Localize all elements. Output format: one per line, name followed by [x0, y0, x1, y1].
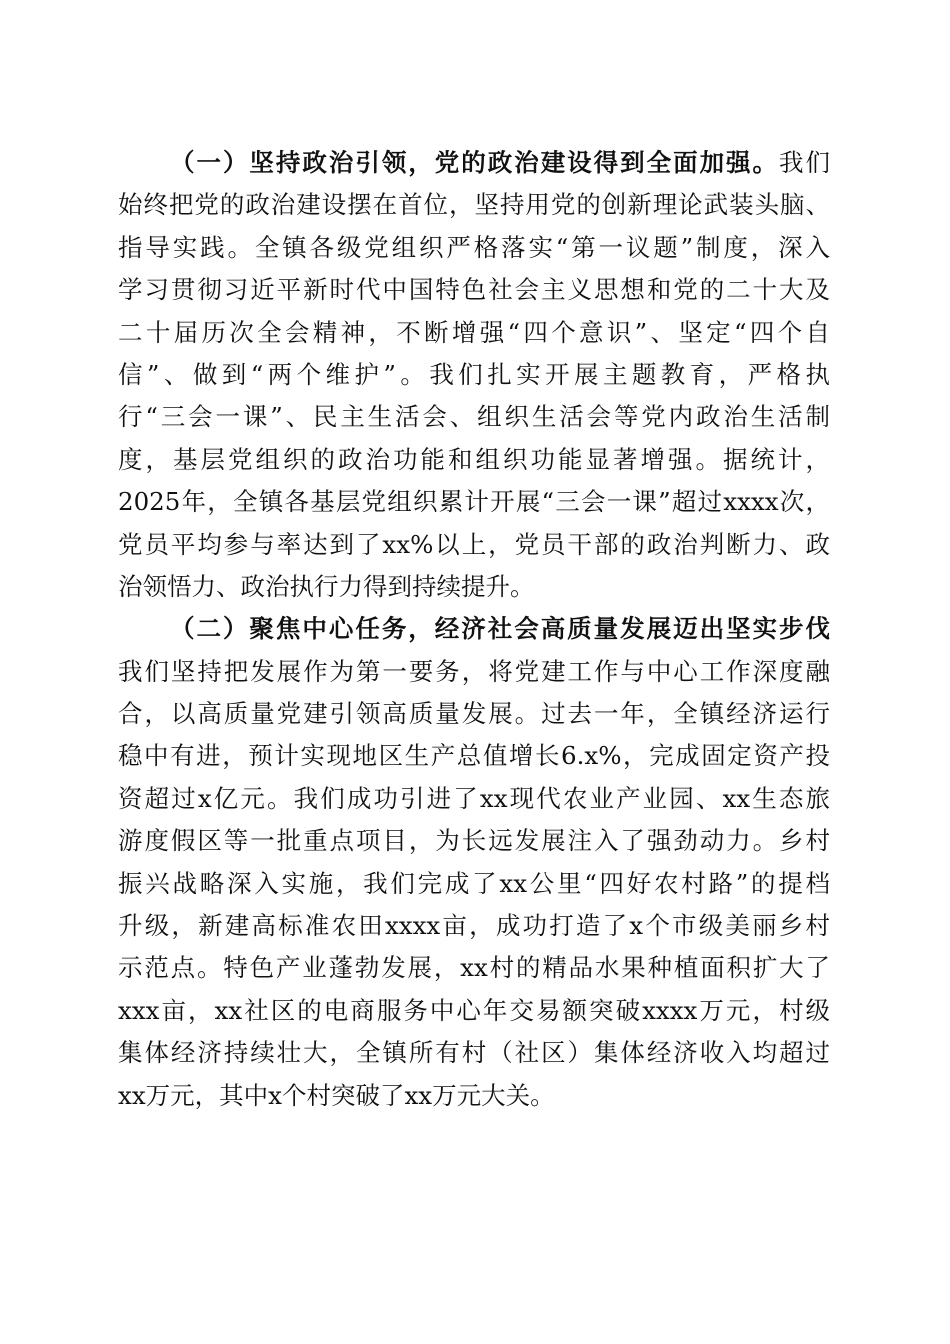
- paragraph-1-line-6: [118, 354, 830, 396]
- paragraph-1-line-8: [118, 439, 830, 481]
- line-text: 行“三会一课”、民主生活会、组织生活会等党内政治生活制: [118, 402, 830, 432]
- line-text: 游度假区等一批重点项目，为长远发展注入了强劲动力。乡村: [118, 826, 830, 856]
- paragraph-2-line-2: [118, 651, 830, 693]
- section-heading-1: （一）坚持政治引领，党的政治建设得到全面加强。: [170, 148, 780, 177]
- paragraph-1-line-11: [118, 566, 830, 608]
- paragraph-2-line-8: [118, 905, 830, 947]
- paragraph-1-line-1: [118, 142, 830, 184]
- paragraph-2-line-1: [118, 608, 830, 650]
- paragraph-2-line-7: [118, 863, 830, 905]
- line-text: xx万元，其中x个村突破了xx万元大关。: [118, 1080, 555, 1110]
- paragraph-1-line-9: [118, 481, 830, 523]
- line-text: 振兴战略深入实施，我们完成了xx公里“四好农村路”的提档: [118, 868, 830, 898]
- line-text: 二十届历次全会精神，不断增强“四个意识”、坚定“四个自: [118, 317, 830, 347]
- paragraph-1-line-10: [118, 524, 830, 566]
- paragraph-1-line-7: [118, 396, 830, 438]
- paragraph-2-line-4: [118, 735, 830, 777]
- line-text: 我们坚持把发展作为第一要务，将党建工作与中心工作深度融: [118, 656, 830, 686]
- line-text: 集体经济持续壮大，全镇所有村（社区）集体经济收入均超过: [118, 1038, 830, 1068]
- line-text: 始终把党的政治建设摆在首位，坚持用党的创新理论武装头脑、: [118, 190, 830, 220]
- line-text: 党员平均参与率达到了xx%以上，党员干部的政治判断力、政: [118, 529, 830, 559]
- paragraph-1-line-3: [118, 227, 830, 269]
- paragraph-1-line-2: [118, 184, 830, 226]
- paragraph-2-line-9: [118, 947, 830, 989]
- document-body: [118, 142, 830, 1117]
- paragraph-2-line-11: [118, 1032, 830, 1074]
- line-text: 我们: [779, 148, 831, 177]
- line-text: 指导实践。全镇各级党组织严格落实“第一议题”制度，深入: [118, 232, 830, 262]
- line-text: 升级，新建高标准农田xxxx亩，成功打造了x个市级美丽乡村: [118, 911, 830, 941]
- line-text: xxx亩，xx社区的电商服务中心年交易额突破xxxx万元，村级: [118, 995, 830, 1025]
- line-text: 2025年，全镇各基层党组织累计开展“三会一课”超过xxxx次，: [118, 487, 830, 517]
- line-text: 度，基层党组织的政治功能和组织功能显著增强。据统计，: [118, 444, 830, 474]
- line-text: 治领悟力、政治执行力得到持续提升。: [118, 571, 535, 601]
- line-text: 资超过x亿元。我们成功引进了xx现代农业产业园、xx生态旅: [118, 783, 830, 813]
- line-text: 示范点。特色产业蓬勃发展，xx村的精品水果种植面积扩大了: [118, 953, 830, 983]
- line-text: 学习贯彻习近平新时代中国特色社会主义思想和党的二十大及: [118, 275, 830, 305]
- line-text: 信”、做到“两个维护”。我们扎实开展主题教育，严格执: [118, 359, 830, 389]
- paragraph-2-line-3: [118, 693, 830, 735]
- paragraph-2-line-12: [118, 1075, 830, 1117]
- line-text: 合，以高质量党建引领高质量发展。过去一年，全镇经济运行: [118, 699, 830, 729]
- paragraph-2-line-5: [118, 778, 830, 820]
- section-heading-2: （二）聚焦中心任务，经济社会高质量发展迈出坚实步伐: [170, 614, 830, 644]
- line-text: 稳中有进，预计实现地区生产总值增长6.x%，完成固定资产投: [118, 741, 830, 771]
- paragraph-1-line-5: [118, 312, 830, 354]
- paragraph-2-line-6: [118, 820, 830, 862]
- paragraph-2-line-10: [118, 990, 830, 1032]
- paragraph-1-line-4: [118, 269, 830, 311]
